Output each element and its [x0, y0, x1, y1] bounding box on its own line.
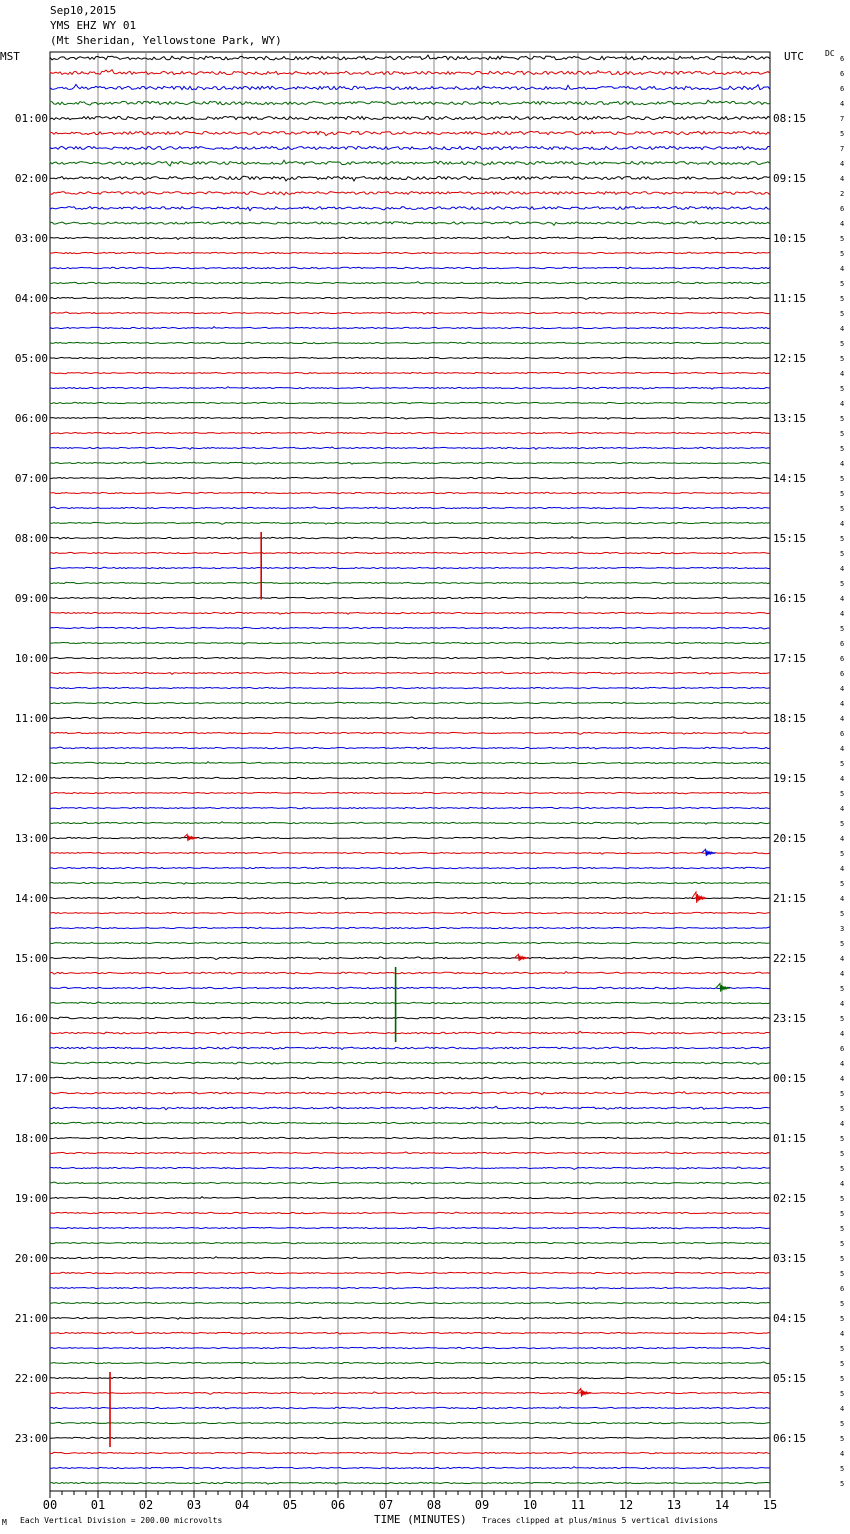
trace-row [50, 1092, 770, 1095]
dc-offset-value: 4 [840, 745, 845, 753]
left-time-label: 15:00 [14, 952, 48, 965]
trace-row [50, 1452, 770, 1454]
dc-offset-value: 4 [840, 865, 845, 873]
dc-offset-value: 5 [840, 1105, 845, 1113]
left-time-label: 11:00 [14, 712, 48, 725]
trace-row [50, 417, 770, 419]
trace-row [50, 131, 770, 136]
dc-offset-value: 6 [840, 730, 845, 738]
left-time-label: 05:00 [14, 352, 48, 365]
dc-offset-value: 4 [840, 160, 845, 168]
dc-offset-value: 5 [840, 310, 845, 318]
trace-row [50, 897, 770, 899]
trace-row [50, 1272, 770, 1273]
trace-row [50, 1047, 770, 1050]
trace-row [50, 1242, 770, 1243]
right-time-label: 00:15 [773, 1072, 807, 1085]
left-time-label: 13:00 [14, 832, 48, 845]
right-time-label: 12:15 [773, 352, 807, 365]
trace-row [50, 1017, 770, 1019]
trace-row [50, 552, 770, 553]
dc-offset-value: 5 [840, 535, 845, 543]
dc-label: DC [825, 49, 835, 58]
x-tick-label: 02 [138, 1498, 154, 1512]
dc-offset-value: 6 [840, 1045, 845, 1053]
trace-row [50, 477, 770, 478]
dc-offset-value: 6 [840, 670, 845, 678]
x-tick-label: 06 [330, 1498, 346, 1512]
trace-row [50, 522, 770, 524]
header-location: (Mt Sheridan, Yellowstone Park, WY) [50, 34, 282, 47]
trace-row [50, 717, 770, 719]
dc-offset-value: 5 [840, 1420, 845, 1428]
trace-row [50, 1347, 770, 1348]
x-tick-label: 05 [282, 1498, 298, 1512]
right-time-label: 09:15 [773, 172, 807, 185]
trace-row [50, 1407, 770, 1409]
trace-row [50, 1182, 770, 1184]
x-tick-label: 03 [186, 1498, 202, 1512]
event-group [110, 532, 730, 1447]
right-zone-label: UTC [784, 50, 804, 63]
trace-row [50, 1122, 770, 1124]
dc-offset-value: 4 [840, 370, 845, 378]
trace-row [50, 792, 770, 794]
trace-row [50, 1392, 770, 1394]
right-time-label: 20:15 [773, 832, 807, 845]
trace-row [50, 537, 770, 539]
right-time-label: 22:15 [773, 952, 807, 965]
left-time-label: 08:00 [14, 532, 48, 545]
dc-offset-value: 5 [840, 355, 845, 363]
x-tick-label: 10 [522, 1498, 538, 1512]
dc-offset-value: 6 [840, 205, 845, 213]
dc-offset-value: 5 [840, 430, 845, 438]
trace-row [50, 702, 770, 704]
trace-row [50, 116, 770, 119]
label-group [15, 55, 844, 1512]
trace-row [50, 912, 770, 913]
right-time-label: 08:15 [773, 112, 807, 125]
dc-offset-value: 5 [840, 850, 845, 858]
dc-offset-value: 5 [840, 1315, 845, 1323]
trace-row [50, 1482, 770, 1484]
dc-offset-value: 4 [840, 1075, 845, 1083]
trace-row [50, 372, 770, 373]
dc-offset-value: 5 [840, 1015, 845, 1023]
x-axis-label: TIME (MINUTES) [374, 1513, 467, 1526]
trace-row [50, 927, 770, 929]
trace-row [50, 84, 770, 89]
dc-offset-value: 5 [840, 550, 845, 558]
dc-offset-value: 5 [840, 1390, 845, 1398]
x-tick-label: 14 [714, 1498, 730, 1512]
right-time-label: 02:15 [773, 1192, 807, 1205]
trace-row [50, 1302, 770, 1303]
event-burst [692, 892, 706, 903]
dc-offset-value: 5 [840, 1360, 845, 1368]
trace-row [50, 777, 770, 779]
left-time-label: 20:00 [14, 1252, 48, 1265]
trace-row [50, 507, 770, 509]
dc-offset-value: 6 [840, 655, 845, 663]
dc-offset-value: 5 [840, 1345, 845, 1353]
dc-offset-value: 3 [840, 925, 845, 933]
left-time-label: 09:00 [14, 592, 48, 605]
dc-offset-value: 5 [840, 280, 845, 288]
trace-row [50, 342, 770, 344]
trace-row [50, 1106, 770, 1109]
x-tick-label: 04 [234, 1498, 250, 1512]
dc-offset-value: 4 [840, 1450, 845, 1458]
x-tick-label: 01 [90, 1498, 106, 1512]
left-time-label: 14:00 [14, 892, 48, 905]
trace-row [50, 732, 770, 734]
left-time-label: 02:00 [14, 172, 48, 185]
dc-offset-value: 5 [840, 580, 845, 588]
trace-row [50, 747, 770, 749]
dc-offset-value: 5 [840, 130, 845, 138]
dc-offset-value: 4 [840, 1000, 845, 1008]
left-time-label: 18:00 [14, 1132, 48, 1145]
dc-offset-value: 4 [840, 970, 845, 978]
trace-row [50, 1362, 770, 1364]
dc-offset-value: 4 [840, 220, 845, 228]
trace-row [50, 642, 770, 644]
trace-row [50, 252, 770, 254]
trace-row [50, 70, 770, 75]
trace-row [50, 852, 770, 854]
dc-offset-value: 4 [840, 1060, 845, 1068]
left-zone-label: MST [0, 50, 20, 63]
dc-offset-value: 5 [840, 445, 845, 453]
trace-row [50, 1152, 770, 1154]
dc-offset-value: 5 [840, 940, 845, 948]
trace-row [50, 657, 770, 659]
dc-offset-value: 4 [840, 835, 845, 843]
right-time-label: 10:15 [773, 232, 807, 245]
dc-offset-value: 4 [840, 595, 845, 603]
trace-row [50, 1437, 770, 1439]
trace-row [50, 432, 770, 433]
trace-row [50, 1227, 770, 1229]
dc-offset-value: 5 [840, 1210, 845, 1218]
trace-row [50, 1197, 770, 1199]
header-station: YMS EHZ WY 01 [50, 19, 137, 32]
x-tick-label: 13 [666, 1498, 682, 1512]
right-time-label: 01:15 [773, 1132, 807, 1145]
dc-offset-value: 5 [840, 910, 845, 918]
dc-offset-value: 4 [840, 1180, 845, 1188]
trace-row [50, 672, 770, 675]
trace-row [50, 402, 770, 403]
dc-offset-value: 6 [840, 70, 845, 78]
dc-offset-value: 5 [840, 1465, 845, 1473]
dc-offset-value: 5 [840, 1255, 845, 1263]
dc-offset-value: 5 [840, 760, 845, 768]
dc-offset-value: 4 [840, 1405, 845, 1413]
dc-offset-value: 5 [840, 1135, 845, 1143]
dc-offset-value: 5 [840, 1090, 845, 1098]
trace-row [50, 837, 770, 838]
trace-row [50, 312, 770, 314]
footer-mark: M [2, 1518, 7, 1527]
x-tick-label: 15 [762, 1498, 778, 1512]
dc-offset-value: 4 [840, 565, 845, 573]
dc-offset-value: 4 [840, 715, 845, 723]
dc-offset-value: 5 [840, 490, 845, 498]
dc-offset-value: 5 [840, 820, 845, 828]
trace-row [50, 1422, 770, 1423]
trace-row [50, 1212, 770, 1214]
dc-offset-value: 4 [840, 460, 845, 468]
dc-offset-value: 5 [840, 1195, 845, 1203]
dc-offset-value: 5 [840, 1225, 845, 1233]
dc-offset-value: 4 [840, 1030, 845, 1038]
dc-offset-value: 4 [840, 685, 845, 693]
dc-offset-value: 4 [840, 700, 845, 708]
dc-offset-value: 5 [840, 985, 845, 993]
trace-row [50, 1332, 770, 1334]
dc-offset-value: 5 [840, 625, 845, 633]
right-time-label: 15:15 [773, 532, 807, 545]
trace-row [50, 942, 770, 944]
trace-row [50, 987, 770, 989]
trace-row [50, 807, 770, 808]
footer-clip-note: Traces clipped at plus/minus 5 vertical divisions [482, 1516, 719, 1525]
dc-offset-value: 5 [840, 415, 845, 423]
right-time-label: 17:15 [773, 652, 807, 665]
trace-row [50, 612, 770, 614]
right-time-label: 11:15 [773, 292, 807, 305]
left-time-label: 17:00 [14, 1072, 48, 1085]
trace-group [50, 55, 770, 1484]
dc-offset-value: 5 [840, 1375, 845, 1383]
dc-offset-value: 5 [840, 505, 845, 513]
trace-row [50, 357, 770, 359]
trace-row [50, 297, 770, 299]
dc-offset-value: 2 [840, 190, 845, 198]
x-tick-label: 12 [618, 1498, 634, 1512]
trace-row [50, 567, 770, 569]
trace-row [50, 160, 770, 166]
trace-row [50, 55, 770, 60]
trace-row [50, 192, 770, 196]
dc-offset-value: 5 [840, 1240, 845, 1248]
left-time-label: 07:00 [14, 472, 48, 485]
dc-offset-value: 4 [840, 805, 845, 813]
dc-offset-value: 7 [840, 145, 845, 153]
left-time-label: 16:00 [14, 1012, 48, 1025]
dc-offset-value: 4 [840, 325, 845, 333]
trace-row [50, 447, 770, 449]
left-time-label: 04:00 [14, 292, 48, 305]
trace-row [50, 1137, 770, 1139]
dc-offset-value: 7 [840, 115, 845, 123]
trace-row [50, 882, 770, 884]
dc-offset-value: 5 [840, 1435, 845, 1443]
trace-row [50, 1257, 770, 1260]
left-time-label: 10:00 [14, 652, 48, 665]
dc-offset-value: 4 [840, 1120, 845, 1128]
right-time-label: 05:15 [773, 1372, 807, 1385]
left-time-label: 21:00 [14, 1312, 48, 1325]
dc-offset-value: 5 [840, 1165, 845, 1173]
trace-row [50, 492, 770, 493]
right-time-label: 04:15 [773, 1312, 807, 1325]
trace-row [50, 957, 770, 960]
right-time-label: 14:15 [773, 472, 807, 485]
trace-row [50, 1167, 770, 1169]
trace-row [50, 1002, 770, 1004]
trace-row [50, 627, 770, 629]
dc-offset-value: 5 [840, 340, 845, 348]
left-time-label: 01:00 [14, 112, 48, 125]
dc-offset-value: 4 [840, 610, 845, 618]
trace-row [50, 867, 770, 868]
x-tick-label: 07 [378, 1498, 394, 1512]
dc-offset-value: 4 [840, 955, 845, 963]
left-time-label: 23:00 [14, 1432, 48, 1445]
trace-row [50, 146, 770, 149]
right-time-label: 19:15 [773, 772, 807, 785]
x-tick-label: 09 [474, 1498, 490, 1512]
right-time-label: 23:15 [773, 1012, 807, 1025]
trace-row [50, 462, 770, 464]
dc-offset-value: 5 [840, 235, 845, 243]
dc-offset-value: 4 [840, 1330, 845, 1338]
trace-row [50, 762, 770, 764]
dc-offset-value: 6 [840, 1285, 845, 1293]
trace-row [50, 327, 770, 329]
trace-row [50, 387, 770, 390]
left-time-label: 06:00 [14, 412, 48, 425]
left-time-label: 19:00 [14, 1192, 48, 1205]
dc-offset-value: 4 [840, 520, 845, 528]
x-tick-label: 00 [42, 1498, 58, 1512]
left-time-label: 03:00 [14, 232, 48, 245]
dc-offset-value: 4 [840, 175, 845, 183]
trace-row [50, 582, 770, 584]
trace-row [50, 221, 770, 225]
trace-row [50, 1031, 770, 1034]
footer-scale: Each Vertical Division = 200.00 microvolts [20, 1516, 223, 1525]
right-time-label: 06:15 [773, 1432, 807, 1445]
dc-offset-value: 5 [840, 1150, 845, 1158]
left-time-label: 12:00 [14, 772, 48, 785]
dc-offset-value: 4 [840, 775, 845, 783]
trace-row [50, 1287, 770, 1289]
trace-row [50, 267, 770, 269]
trace-row [50, 687, 770, 688]
trace-row [50, 207, 770, 211]
trace-row [50, 822, 770, 825]
dc-offset-value: 6 [840, 55, 845, 63]
left-time-label: 22:00 [14, 1372, 48, 1385]
trace-row [50, 1467, 770, 1469]
trace-row [50, 176, 770, 181]
dc-offset-value: 5 [840, 1480, 845, 1488]
dc-offset-value: 5 [840, 880, 845, 888]
dc-offset-value: 5 [840, 1300, 845, 1308]
trace-row [50, 1377, 770, 1379]
right-time-label: 03:15 [773, 1252, 807, 1265]
dc-offset-value: 6 [840, 640, 845, 648]
right-time-label: 18:15 [773, 712, 807, 725]
trace-row [50, 972, 770, 975]
trace-row [50, 1317, 770, 1319]
dc-offset-value: 6 [840, 85, 845, 93]
trace-row [50, 1077, 770, 1079]
trace-row [50, 237, 770, 240]
dc-offset-value: 5 [840, 790, 845, 798]
right-time-label: 21:15 [773, 892, 807, 905]
dc-offset-value: 5 [840, 385, 845, 393]
trace-row [50, 1062, 770, 1064]
x-tick-label: 11 [570, 1498, 586, 1512]
trace-row [50, 282, 770, 284]
dc-offset-value: 5 [840, 475, 845, 483]
trace-row [50, 100, 770, 105]
dc-offset-value: 5 [840, 295, 845, 303]
dc-offset-value: 4 [840, 100, 845, 108]
dc-offset-value: 4 [840, 265, 845, 273]
x-tick-label: 08 [426, 1498, 442, 1512]
dc-offset-value: 4 [840, 400, 845, 408]
dc-offset-value: 5 [840, 250, 845, 258]
right-time-label: 16:15 [773, 592, 807, 605]
dc-offset-value: 5 [840, 1270, 845, 1278]
header-date: Sep10,2015 [50, 4, 117, 17]
trace-row [50, 597, 770, 599]
right-time-label: 13:15 [773, 412, 807, 425]
dc-offset-value: 4 [840, 895, 845, 903]
